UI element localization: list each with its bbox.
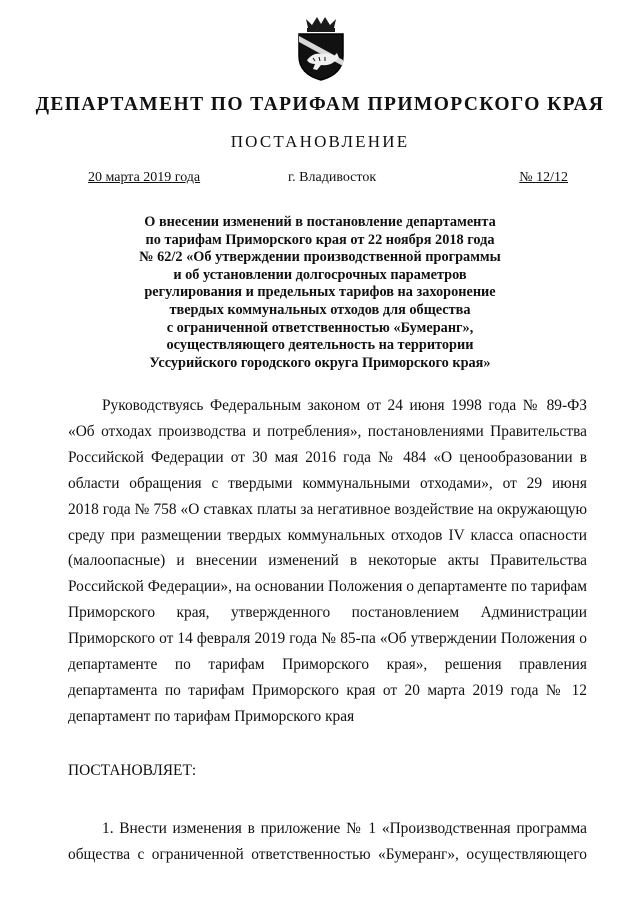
paragraph-line: департамент по тарифам Приморского края	[68, 707, 355, 725]
paragraph-line: Российской Федерации», на основании Положения о департаменте по тарифам	[68, 578, 587, 596]
document-subject	[90, 214, 550, 372]
subject-line: по тарифам Приморского края от 22 ноября 2018 года	[145, 231, 495, 248]
department-title: ДЕПАРТАМЕНТ ПО ТАРИФАМ ПРИМОРСКОГО КРАЯ	[35, 94, 605, 115]
decree-item-1	[68, 816, 587, 868]
coat-of-arms-icon	[293, 16, 349, 82]
paragraph-line: департаменте по тарифам Приморского края», решения правления	[68, 656, 587, 674]
subject-line: и об установлении долгосрочных параметров	[173, 266, 467, 283]
subject-line: Уссурийского городского округа Приморского края»	[149, 354, 491, 371]
item-line: общества с ограниченной ответственностью «Бумеранг», осуществляющего	[68, 845, 587, 863]
paragraph-line: департамента по тарифам Приморского края от 20 марта 2019 года № 12	[68, 681, 587, 699]
paragraph-line: Приморского края, утвержденного постановлением Администрации	[68, 604, 587, 622]
paragraph-line: среду при размещении твердых коммунальных отходов IV класса опасности	[68, 526, 587, 544]
paragraph-line: «Об отходах производства и потребления», постановлениями Правительства	[68, 422, 587, 440]
subject-line: регулирования и предельных тарифов на захоронение	[144, 284, 496, 301]
paragraph-line: Руководствуясь Федеральным законом от 24 июня 1998 года № 89-ФЗ	[102, 397, 587, 414]
paragraph-line: Российской Федерации от 30 мая 2016 года № 484 «О ценообразовании в	[68, 448, 587, 466]
item-line: 1. Внести изменения в приложение № 1 «Производственная программа	[102, 820, 587, 837]
preamble-paragraph	[68, 393, 587, 730]
document-number: № 12/12	[519, 170, 568, 185]
paragraph-line: (малоопасные) и внесении изменений в некоторые акты Правительства	[68, 552, 587, 570]
document-type: ПОСТАНОВЛЕНИЕ	[230, 132, 410, 151]
subject-line: О внесении изменений в постановление департамента	[144, 214, 496, 230]
subject-line: твердых коммунальных отходов для общества	[169, 301, 471, 318]
subject-line: с ограниченной ответственностью «Бумеранг»,	[166, 319, 474, 336]
subject-line: № 62/2 «Об утверждении производственной программы	[139, 249, 501, 266]
document-city: г. Владивосток	[288, 170, 377, 185]
decree-heading: ПОСТАНОВЛЯЕТ:	[68, 762, 197, 779]
paragraph-line: области обращения с твердыми коммунальными отходами», от 29 июня	[68, 474, 587, 492]
subject-line: осуществляющего деятельность на территории	[166, 337, 474, 354]
paragraph-line: Приморского от 14 февраля 2019 года № 85-па «Об утверждении Положения о	[68, 630, 587, 648]
document-date: 20 марта 2019 года	[88, 170, 201, 185]
paragraph-line: 2018 года № 758 «О ставках платы за негативное воздействие на окружающую	[68, 500, 587, 518]
document-meta-row	[88, 170, 568, 190]
